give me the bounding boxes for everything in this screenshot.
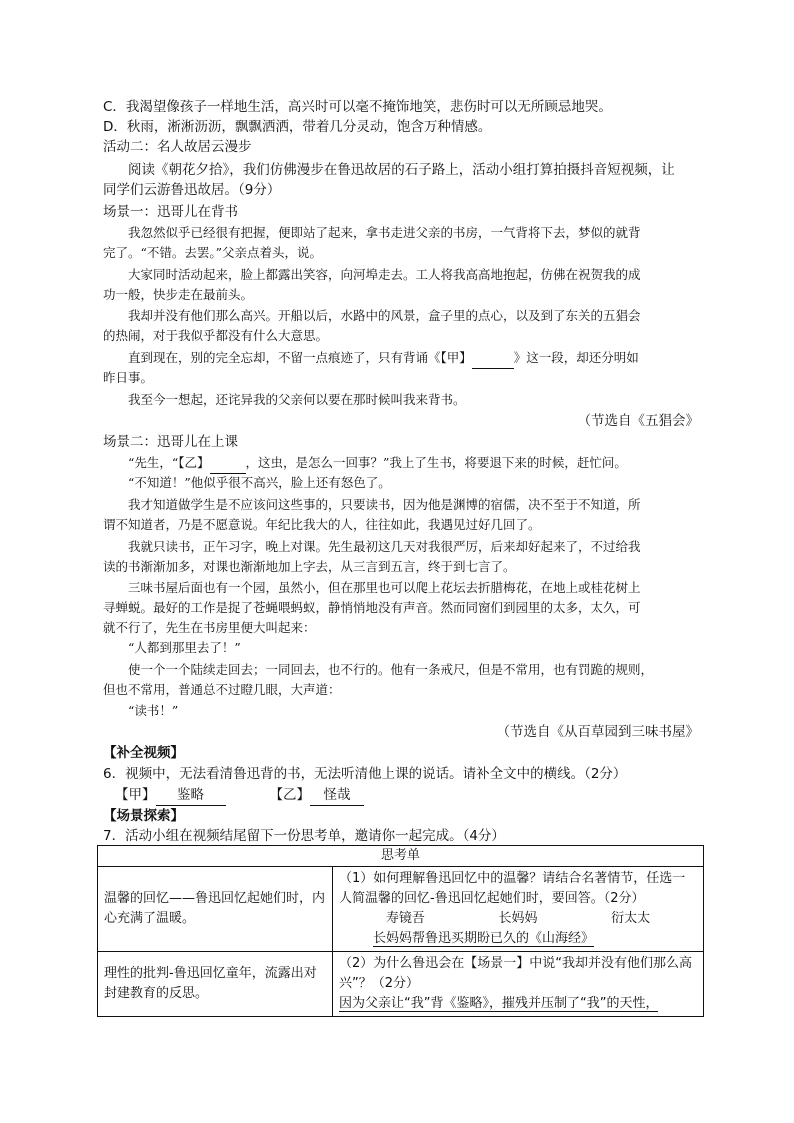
think-sheet-row-2 [98,952,704,1017]
scene2-para6-line1: 使一个一个陆续走回去；一同回去，也不行的。他有一条戒尺，但是不常用，也有罚跪的规则， [128,662,654,677]
scene2-para4-line3: 就不行了，先生在书房里便大叫起来： [103,620,316,635]
name-option-3[interactable]: 衍太太 [611,911,651,926]
q6-yi-answer[interactable]: 怪哉 [310,785,364,806]
scene2-para3-line1: 我就只读书，正午习字，晚上对课。先生最初这几天对我很严厉，后来却好起来了，不过给我 [128,539,641,554]
scene1-para5: 我至今一想起，还诧异我的父亲何以要在那时候叫我来背书。 [128,392,466,407]
think-sheet-table [97,845,704,1017]
option-d: D．秋雨，淅淅沥沥，飘飘洒洒，带着几分灵动，饱含万种情感。 [103,119,492,135]
scene2-para1-pre: “先生，“【乙】 [128,455,210,470]
scene2-para7: “读书！” [128,703,179,718]
scene1-para2-line1: 大家同时活动起来，脸上都露出笑容，向河埠走去。工人将我高高地抱起，仿佛在祝贺我的成 [128,267,641,282]
row2-answer[interactable]: 因为父亲让“我”背《鉴略》，摧残并压制了“我”的天性， [339,996,659,1011]
think-sheet-header-row [98,846,704,867]
scene1-para4-line2: 昨日事。 [103,370,154,385]
scene2-para1-line1 [128,453,627,474]
scene2-para1-post: ，这虫，是怎么一回事？”我上了生书，将要退下来的时候，赶忙问。 [245,455,627,470]
q6-yi-label: 【乙】 [269,787,310,803]
question-7: 7．活动小组在视频结尾留下一份思考单，邀请你一起完成。（4分） [103,828,505,844]
name-option-2[interactable]: 长妈妈 [498,911,538,926]
q6-jia-answer[interactable]: 鉴略 [156,785,226,806]
scene2-para2-line2: 谓不知道者，乃是不愿意说。年纪比我大的人，往往如此，我遇见过好几回了。 [103,517,541,532]
row1-question: （1）如何理解鲁迅回忆中的温馨？请结合名著情节，任选一人简温馨的回忆-鲁迅回忆起她们时，要回答。（2分） [339,871,686,906]
section-explore-heading: 【场景探索】 [103,808,184,824]
question-6: 6．视频中，无法看清鲁迅背的书，无法听清他上课的说话。请补全文中的横线。（2分） [103,766,627,782]
scene2-para3-line2: 读的书渐渐加多，对课也渐渐地加上字去，从三言到五言，终于到七言了。 [103,559,516,574]
row1-name-options [339,909,697,929]
section-fill-heading: 【补全视频】 [103,745,184,761]
scene2-para6-line2: 但也不常用，普通总不过瞪几眼，大声道： [103,682,341,697]
scene2-para4-line1: 三味书屋后面也有一个园，虽然小，但在那里也可以爬上花坛去折腊梅花，在地上或桂花树上 [128,580,641,595]
option-c: C．我渴望像孩子一样地生活，高兴时可以毫不掩饰地笑，悲伤时可以无所顾忌地哭。 [103,99,612,115]
blank-jia[interactable] [472,348,514,369]
scene1-para3-line1: 我却并没有他们那么高兴。开船以后，水路中的风景，盒子里的点心，以及到了东关的五猖会 [128,308,641,323]
scene2-para2-line1: 我才知道做学生是不应该问这些事的，只要读书，因为他是渊博的宿儒，决不至于不知道，所 [128,497,641,512]
scene1-para4-line1 [128,348,639,369]
think-sheet-row-1 [98,867,704,952]
scene1-title: 场景一：迅哥儿在背书 [103,204,238,220]
row1-topic: 温馨的回忆——鲁迅回忆起她们时，内心充满了温暖。 [98,867,333,952]
scene2-para1-line2: “不知道！”他似乎很不高兴，脸上还有怒色了。 [128,475,391,490]
scene1-para2-line2: 功一般，快步走在最前头。 [103,287,254,302]
q6-answers [115,785,364,806]
blank-yi[interactable] [210,453,246,474]
activity2-intro-line2: 同学们云游鲁迅故居。（9分） [103,182,281,198]
scene2-para5: “人都到那里去了！” [128,640,241,655]
row2-topic: 理性的批判-鲁迅回忆童年，流露出对封建教育的反思。 [98,952,333,1017]
row1-answer[interactable]: 长妈妈帮鲁迅买期盼已久的《山海经》 [373,931,595,946]
scene1-para4-post: 》这一段，却还分明如 [513,350,639,365]
q6-jia-label: 【甲】 [115,787,156,803]
scene2-para4-line2: 寻蝉蜕。最好的工作是捉了苍蝇喂蚂蚁，静悄悄地没有声音。然而同窗们到园里的太多，太久，可 [103,600,641,615]
scene1-para3-line2: 的热闹，对于我似乎都没有什么大意思。 [103,328,329,343]
scene1-para1-line2: 完了。“不错。去罢。”父亲点着头，说。 [103,245,323,260]
activity2-intro-line1: 阅读《朝花夕拾》，我们仿佛漫步在鲁迅故居的石子路上，活动小组打算拍摄抖音短视频，让 [128,162,675,178]
scene1-para1-line1: 我忽然似乎已经很有把握，便即站了起来，拿书走进父亲的书房，一气背将下去，梦似的就背 [128,225,641,240]
row1-question-cell [333,867,704,952]
think-sheet-title: 思考单 [98,846,704,867]
row2-question-cell [333,952,704,1017]
scene1-para4-pre: 直到现在，别的完全忘却，不留一点痕迹了，只有背诵《【甲】 [128,350,472,365]
activity2-title: 活动二：名人故居云漫步 [103,139,252,155]
name-option-1[interactable]: 寿镜吾 [385,911,425,926]
scene2-source: （节选自《从百草园到三味书屋》 [496,724,699,740]
scene2-title: 场景二：迅哥儿在上课 [103,434,238,450]
scene1-source: （节选自《五猖会》 [577,413,699,429]
row2-question: （2）为什么鲁迅会在【场景一】中说“我却并没有他们那么高兴”？（2分） [339,956,693,991]
